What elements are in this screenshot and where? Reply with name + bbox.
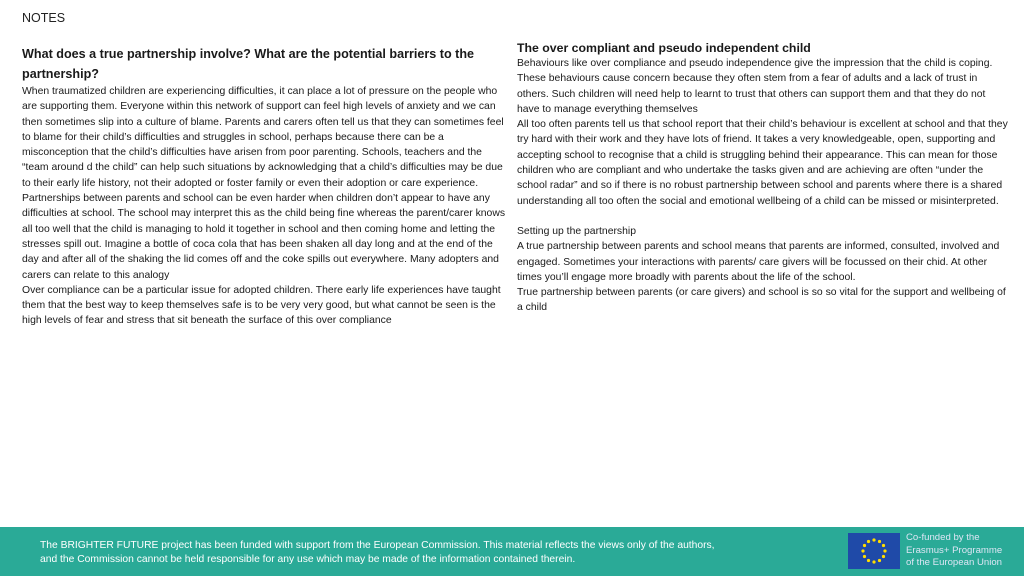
eu-text-line-1: Co-funded by the [906, 532, 980, 543]
left-column [22, 44, 508, 329]
eu-flag-graphic [848, 533, 900, 569]
footer-disclaimer-line-1: The BRIGHTER FUTURE project has been funded with support from the European Commission. This material reflects the views only of the authors, [40, 540, 715, 551]
eu-flag-icon [848, 533, 900, 569]
eu-text-line-2: Erasmus+ Programme [906, 544, 1003, 556]
left-paragraph-1: When traumatized children are experiencing difficulties, it can place a lot of pressure on the people who are supporting them. Everyone within this network of support can feel high levels of anxiety and we can then sometimes slip into a culture of blame. Parents and carers often tell us that they can sometimes feel to blame for their child’s difficulties and struggles in school, perhaps because there can be a misconception that the child’s difficulties have arisen from poor parenting. Schools, teachers and the “team around d the child” can help such situations by acknowledging that a child’s difficulties may be due to their early life history, not their adopted or foster family or even their adoption or care experience. [22, 86, 504, 189]
eu-star [861, 549, 864, 552]
right-heading: The over compliant and pseudo independent child [517, 41, 811, 55]
footer-disclaimer [40, 539, 800, 567]
eu-cofunded-text [906, 532, 1018, 570]
eu-star [863, 544, 866, 547]
left-paragraph-2: Partnerships between parents and school can be even harder when children don’t appear to have any difficulties at school. The school may interpret this as the child being fine whereas the parent/carer knows all too well that the child is managing to hold it together in school and then coming home and letting the stresses spill out. Imagine a bottle of coca cola that has been shaken all day long and at the end of the day and after all of the shaking the lid comes off and the coke spills out everywhere. Many adopters and carers can relate to this analogy [22, 193, 506, 281]
eu-star [872, 538, 875, 541]
right-subheading: Setting up the partnership [517, 225, 636, 237]
right-column [517, 40, 1009, 316]
eu-star [878, 559, 881, 562]
footer-bar [0, 527, 1024, 576]
eu-star [867, 540, 870, 543]
footer-disclaimer-line-2: and the Commission cannot be held responsible for any use which may be made of the information contained therein. [40, 554, 576, 565]
right-paragraph-1: Behaviours like over compliance and pseudo independence give the impression that the child is coping. These behaviours cause concern because they often stem from a fear of adults and a lack of trust in others. Such children will need help to learnt to trust that others can support them and that they do not have to manage everything themselves [517, 58, 993, 115]
right-paragraph-4: True partnership between parents (or care givers) and school is so so vital for the support and wellbeing of a child [517, 287, 1006, 314]
right-paragraph-3: A true partnership between parents and school means that parents are informed, consulted, involved and engaged. Sometimes your interactions with parents/ care givers will be focussed on their chid. At other times you’ll engage more broadly with parents about the life of the school. [517, 241, 1000, 283]
notes-label: NOTES [22, 11, 66, 25]
eu-star [863, 555, 866, 558]
left-paragraph-3: Over compliance can be a particular issue for adopted children. There early life experiences have taught them that the best way to keep themselves safe is to be very very good, but what cannot be seen is the high levels of fear and stress that sit beneath the surface of this over compliance [22, 284, 501, 327]
eu-star [872, 560, 875, 563]
eu-star [883, 549, 886, 552]
left-heading: What does a true partnership involve? What are the potential barriers to the partnership? [22, 47, 475, 81]
eu-star [867, 559, 870, 562]
eu-text-line-3: of the European Union [906, 557, 1003, 568]
eu-star [878, 540, 881, 543]
eu-star [882, 555, 885, 558]
paragraph-spacer [517, 209, 1009, 224]
eu-star [882, 544, 885, 547]
right-paragraph-2: All too often parents tell us that school report that their child’s behaviour is excellent at school and that they try hard with their work and they have lots of friend. It takes a very knowledgeable, open, supporting and accepting school to recognise that a child is struggling behind their appearance. This can mean for those children who are compliant and who undertake the tasks given and are achieving are often “under the school radar” and so if there is no robust partnership between school and parents where there is a shared understanding all too often the social and emotional wellbeing of a child can be missed or misinterpreted. [517, 119, 1008, 207]
